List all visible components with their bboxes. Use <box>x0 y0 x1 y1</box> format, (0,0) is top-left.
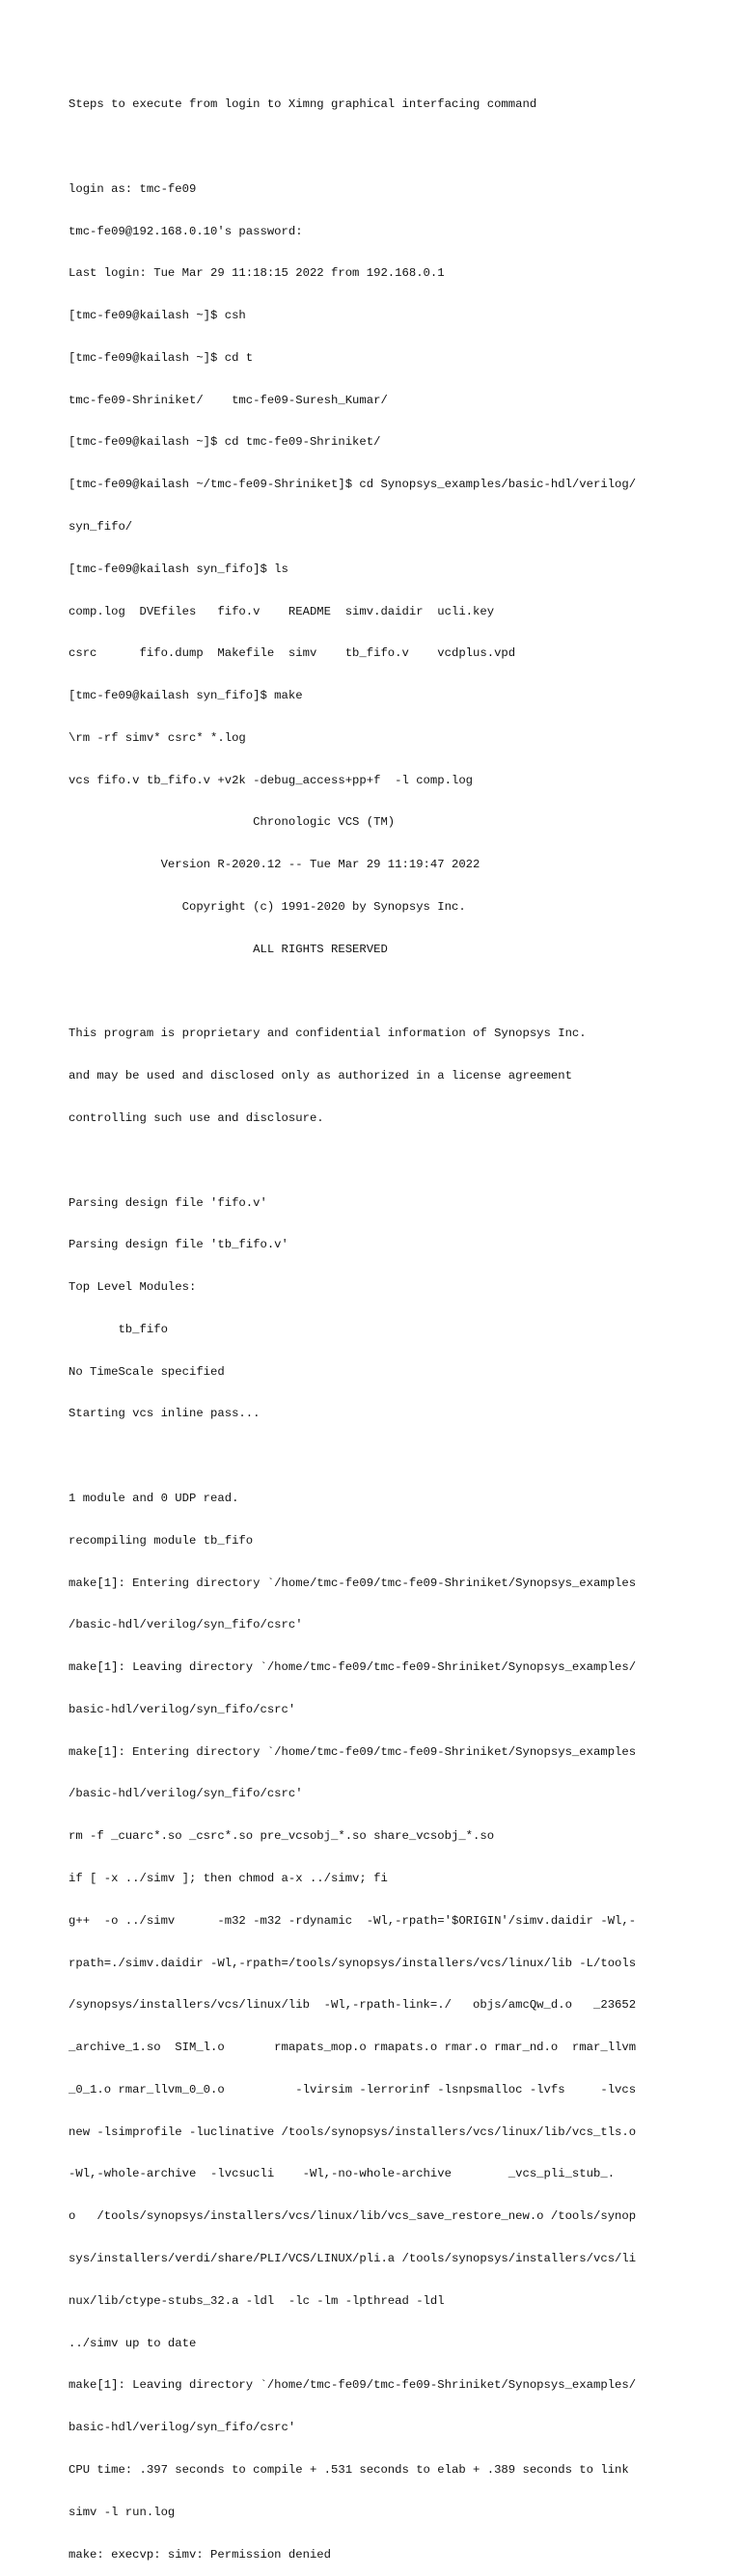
terminal-line: /synopsys/installers/vcs/linux/lib -Wl,-rpath-link=./ objs/amcQw_d.o _23652 <box>69 1998 637 2013</box>
terminal-line: make[1]: Leaving directory `/home/tmc-fe09/tmc-fe09-Shriniket/Synopsys_examples/ <box>69 1660 637 1675</box>
terminal-line: rm -f _cuarc*.so _csrc*.so pre_vcsobj_*.so share_vcsobj_*.so <box>69 1829 495 1844</box>
terminal-line: CPU time: .397 seconds to compile + .531 seconds to elab + .389 seconds to link <box>69 2462 629 2477</box>
terminal-line: -Wl,-whole-archive -lvcsucli -Wl,-no-whole-archive _vcs_pli_stub_. <box>69 2167 616 2181</box>
terminal-line: [tmc-fe09@kailash syn_fifo]$ ls <box>69 562 288 576</box>
terminal-line: controlling such use and disclosure. <box>69 1110 324 1125</box>
terminal-line: sys/installers/verdi/share/PLI/VCS/LINUX/pli.a /tools/synopsys/installers/vcs/li <box>69 2252 637 2266</box>
terminal-line: tmc-fe09@192.168.0.10's password: <box>69 224 303 238</box>
blank-line <box>69 140 705 154</box>
terminal-line: Chronologic VCS (TM) <box>69 815 396 830</box>
terminal-line: basic-hdl/verilog/syn_fifo/csrc' <box>69 1702 296 1716</box>
terminal-line: recompiling module tb_fifo <box>69 1533 254 1548</box>
terminal-line: Starting vcs inline pass... <box>69 1407 261 1421</box>
terminal-line: simv -l run.log <box>69 2505 176 2519</box>
terminal-line: basic-hdl/verilog/syn_fifo/csrc' <box>69 2421 296 2435</box>
terminal-line: if [ -x ../simv ]; then chmod a-x ../simv; fi <box>69 1872 388 1885</box>
terminal-line: Version R-2020.12 -- Tue Mar 29 11:19:47 2022 <box>69 858 480 872</box>
terminal-line: tmc-fe09-Shriniket/ tmc-fe09-Suresh_Kumar/ <box>69 393 388 407</box>
terminal-line: tb_fifo <box>69 1322 168 1336</box>
terminal-line: /basic-hdl/verilog/syn_fifo/csrc' <box>69 1618 303 1632</box>
terminal-line: and may be used and disclosed only as authorized in a license agreement <box>69 1069 572 1083</box>
terminal-line: [tmc-fe09@kailash ~]$ csh <box>69 309 246 323</box>
terminal-line: new -lsimprofile -luclinative /tools/synopsys/installers/vcs/linux/lib/vcs_tls.o <box>69 2124 637 2139</box>
terminal-line: [tmc-fe09@kailash ~]$ cd t <box>69 350 254 365</box>
terminal-line: nux/lib/ctype-stubs_32.a -ldl -lc -lm -lpthread -ldl <box>69 2293 445 2308</box>
terminal-line: \rm -rf simv* csrc* *.log <box>69 730 246 745</box>
terminal-line: ALL RIGHTS RESERVED <box>69 942 388 956</box>
terminal-line: [tmc-fe09@kailash syn_fifo]$ make <box>69 689 303 703</box>
terminal-line: csrc fifo.dump Makefile simv tb_fifo.v vcdplus.vpd <box>69 646 516 661</box>
terminal-line: make[1]: Entering directory `/home/tmc-fe09/tmc-fe09-Shriniket/Synopsys_examples <box>69 1744 637 1759</box>
blank-line <box>69 1154 705 1168</box>
terminal-line: o /tools/synopsys/installers/vcs/linux/lib/vcs_save_restore_new.o /tools/synop <box>69 2209 637 2224</box>
blank-line <box>69 985 705 1000</box>
terminal-line: Parsing design file 'tb_fifo.v' <box>69 1238 288 1252</box>
terminal-line: login as: tmc-fe09 <box>69 181 197 196</box>
terminal-line: _0_1.o rmar_llvm_0_0.o -lvirsim -lerrorinf -lsnpsmalloc -lvfs -lvcs <box>69 2082 637 2096</box>
terminal-line: make[1]: Leaving directory `/home/tmc-fe09/tmc-fe09-Shriniket/Synopsys_examples/ <box>69 2378 637 2393</box>
terminal-line: g++ -o ../simv -m32 -m32 -rdynamic -Wl,-rpath='$ORIGIN'/simv.daidir -Wl,- <box>69 1913 637 1928</box>
terminal-line: [tmc-fe09@kailash ~/tmc-fe09-Shriniket]$ cd Synopsys_examples/basic-hdl/verilog/ <box>69 478 637 492</box>
terminal-line: rpath=./simv.daidir -Wl,-rpath=/tools/synopsys/installers/vcs/linux/lib -L/tools <box>69 1956 637 1970</box>
terminal-line: Last login: Tue Mar 29 11:18:15 2022 from 192.168.0.1 <box>69 266 445 281</box>
terminal-line: [tmc-fe09@kailash ~]$ cd tmc-fe09-Shriniket/ <box>69 435 381 450</box>
terminal-line: vcs fifo.v tb_fifo.v +v2k -debug_access+pp+f -l comp.log <box>69 773 474 787</box>
terminal-line: make: execvp: simv: Permission denied <box>69 2547 331 2562</box>
terminal-line: comp.log DVEfiles fifo.v README simv.daidir ucli.key <box>69 604 495 618</box>
terminal-line: ../simv up to date <box>69 2336 197 2350</box>
terminal-line: _archive_1.so SIM_l.o rmapats_mop.o rmapats.o rmar.o rmar_nd.o rmar_llvm <box>69 2041 637 2055</box>
document-body <box>69 69 705 2576</box>
blank-line <box>69 1449 705 1464</box>
terminal-line: syn_fifo/ <box>69 520 133 534</box>
terminal-line: make[1]: Entering directory `/home/tmc-fe09/tmc-fe09-Shriniket/Synopsys_examples <box>69 1576 637 1590</box>
terminal-line: No TimeScale specified <box>69 1364 225 1379</box>
document-title: Steps to execute from login to Ximng graphical interfacing command <box>69 97 537 112</box>
terminal-line: 1 module and 0 UDP read. <box>69 1491 239 1505</box>
terminal-line: Copyright (c) 1991-2020 by Synopsys Inc. <box>69 900 466 915</box>
terminal-line: This program is proprietary and confidential information of Synopsys Inc. <box>69 1027 587 1041</box>
terminal-line: Parsing design file 'fifo.v' <box>69 1195 267 1210</box>
terminal-line: Top Level Modules: <box>69 1280 197 1295</box>
terminal-line: /basic-hdl/verilog/syn_fifo/csrc' <box>69 1787 303 1801</box>
